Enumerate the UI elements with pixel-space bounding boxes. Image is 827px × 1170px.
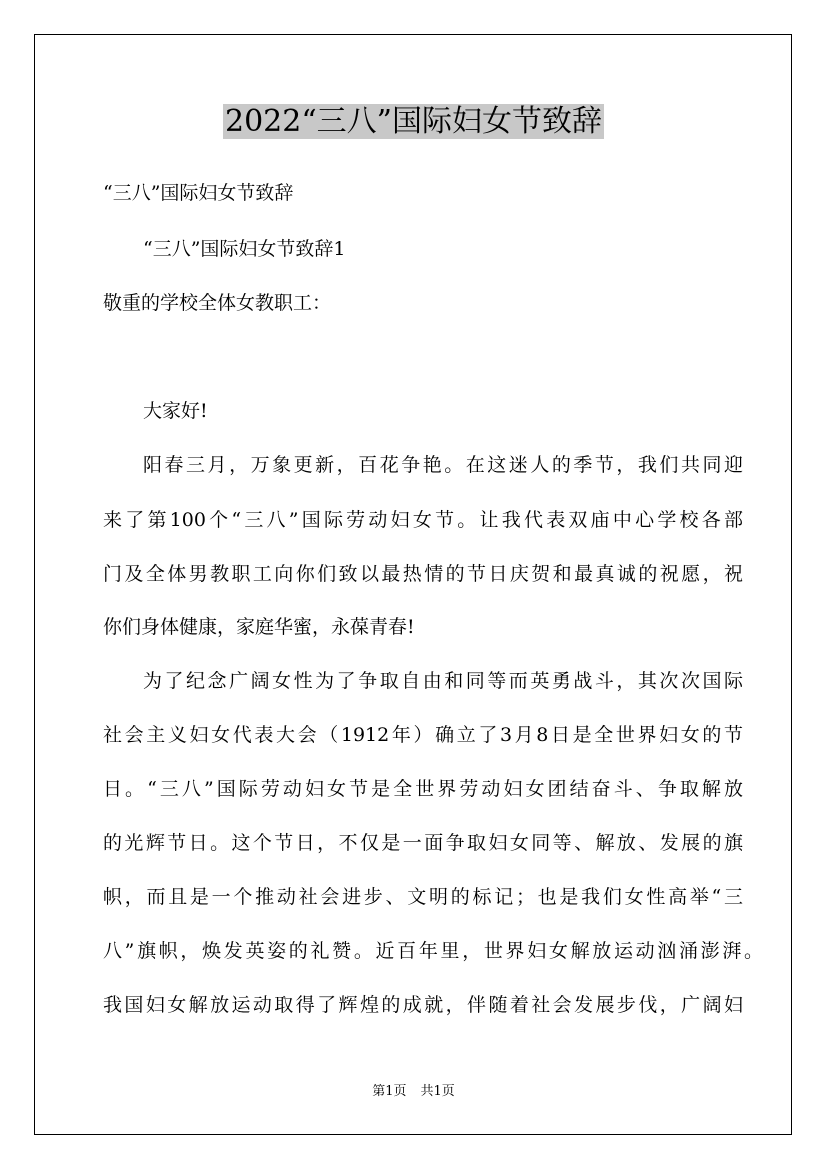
paragraph-1-line-1: 阳春三月，万象更新，百花争艳。在这迷人的季节，我们共同迎	[143, 454, 743, 476]
paragraph-2-line-6: 八”旗帜，焕发英姿的礼赞。近百年里，世界妇女解放运动汹涌澎湃。	[103, 940, 763, 962]
section-heading: “三八”国际妇女节致辞1	[143, 238, 346, 260]
paragraph-2-line-2: 社会主义妇女代表大会（1912年）确立了3月8日是全世界妇女的节	[103, 724, 743, 746]
paragraph-1-line-3: 门及全体男教职工向你们致以最热情的节日庆贺和最真诚的祝愿，祝	[103, 563, 743, 585]
page-footer	[0, 1083, 827, 1101]
page-number: 第1页	[372, 1084, 407, 1099]
document-title	[0, 98, 827, 146]
paragraph-2-line-7: 我国妇女解放运动取得了辉煌的成就，伴随着社会发展步伐，广阔妇	[103, 994, 743, 1016]
paragraph-2-line-3: 日。“三八”国际劳动妇女节是全世界劳动妇女团结奋斗、争取解放	[103, 778, 743, 800]
paragraph-2-line-4: 的光辉节日。这个节日，不仅是一面争取妇女同等、解放、发展的旗	[103, 832, 743, 854]
document-title-text: 2022“三八”国际妇女节致辞	[224, 104, 603, 139]
page-total: 共1页	[420, 1084, 455, 1099]
salutation: 敬重的学校全体女教职工：	[103, 292, 332, 314]
paragraph-2-line-5: 帜，而且是一个推动社会进步、文明的标记；也是我们女性高举“三	[103, 886, 743, 908]
paragraph-2-line-1: 为了纪念广阔女性为了争取自由和同等而英勇战斗，其次次国际	[143, 670, 743, 692]
paragraph-1-line-4: 你们身体健康，家庭华蜜，永葆青春!	[103, 616, 415, 638]
paragraph-1-line-2: 来了第100个“三八”国际劳动妇女节。让我代表双庙中心学校各部	[103, 509, 743, 531]
subtitle: “三八”国际妇女节致辞	[103, 182, 294, 204]
greeting: 大家好!	[143, 400, 208, 422]
